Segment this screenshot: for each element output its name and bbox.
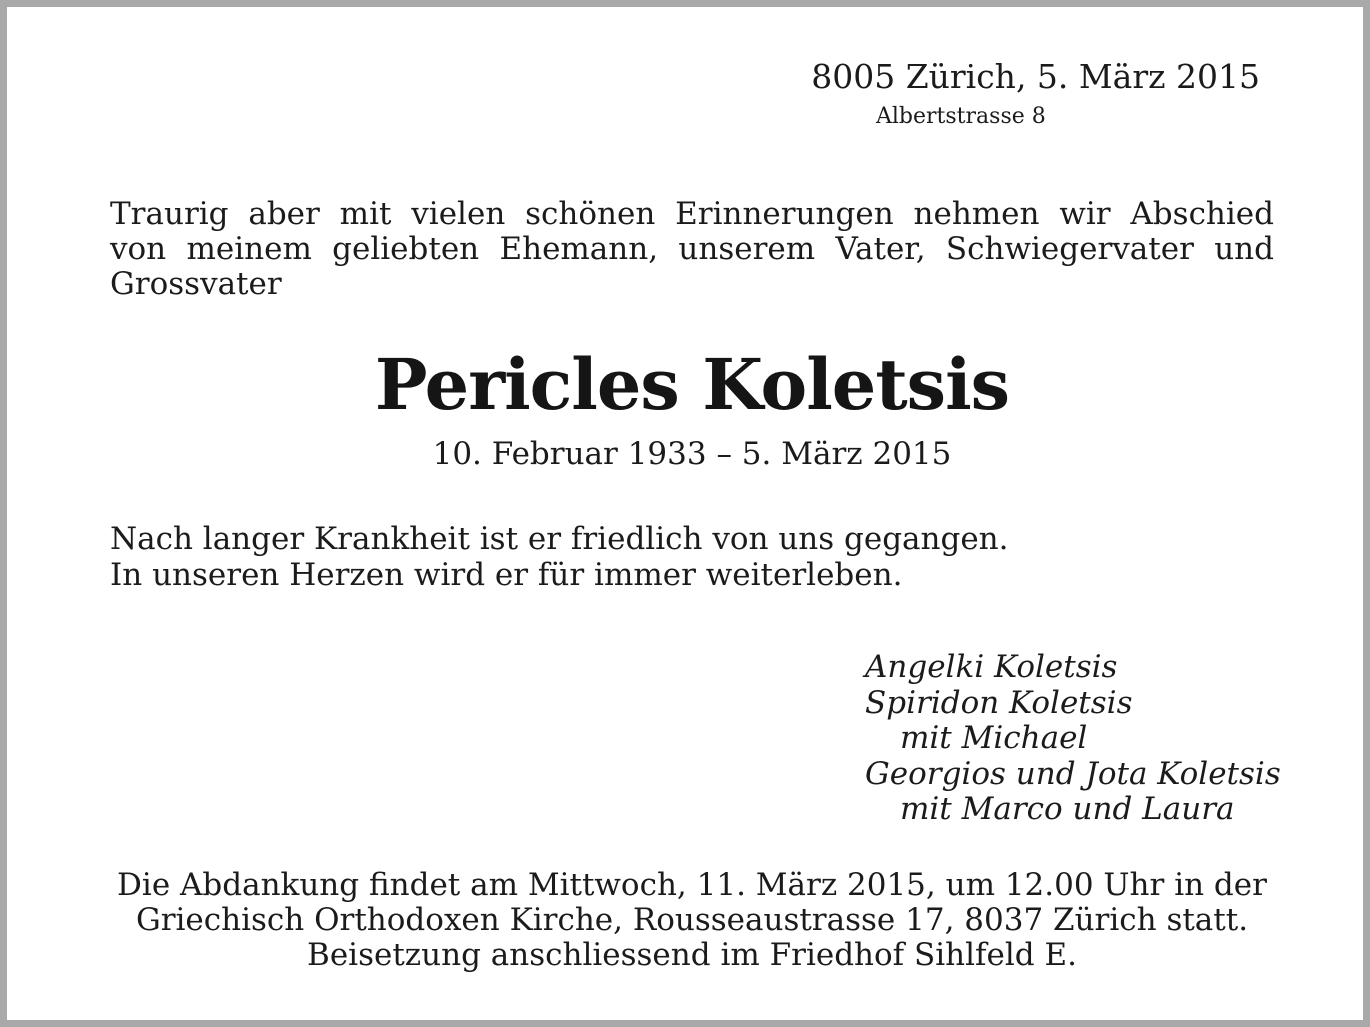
service-line: Beisetzung anschliessend im Friedhof Sihlfeld E.	[307, 937, 1077, 973]
life-dates: 10. Februar 1933 – 5. März 2015	[432, 436, 952, 472]
mourners-list	[865, 650, 1281, 828]
mourner-name: Angelki Koletsis	[865, 649, 1118, 685]
service-details	[7, 868, 1370, 973]
deceased-name: Pericles Koletsis	[374, 343, 1010, 426]
closing-paragraph	[110, 521, 1009, 593]
closing-line: Nach langer Krankheit ist er friedlich von uns gegangen.	[110, 521, 1009, 557]
mourner-subline: mit Michael	[900, 720, 1088, 756]
closing-line: In unseren Herzen wird er für immer weiterleben.	[110, 557, 903, 593]
place-date: 8005 Zürich, 5. März 2015	[811, 57, 1260, 96]
mourner-name: Georgios und Jota Koletsis	[865, 755, 1281, 792]
mourner-subline: mit Marco und Laura	[900, 791, 1235, 827]
address: Albertstrasse 8	[876, 104, 1046, 129]
service-line: Die Abdankung findet am Mittwoch, 11. März 2015, um 12.00 Uhr in der	[117, 867, 1267, 903]
service-line: Griechisch Orthodoxen Kirche, Rousseaustrasse 17, 8037 Zürich statt.	[135, 902, 1249, 938]
intro-paragraph: Traurig aber mit vielen schönen Erinnerungen nehmen wir Abschied von meinem geliebten Ehemann, unserem Vater, Schwiegervater und Grossvater	[110, 196, 1274, 302]
mourner-name: Spiridon Koletsis	[865, 684, 1133, 721]
